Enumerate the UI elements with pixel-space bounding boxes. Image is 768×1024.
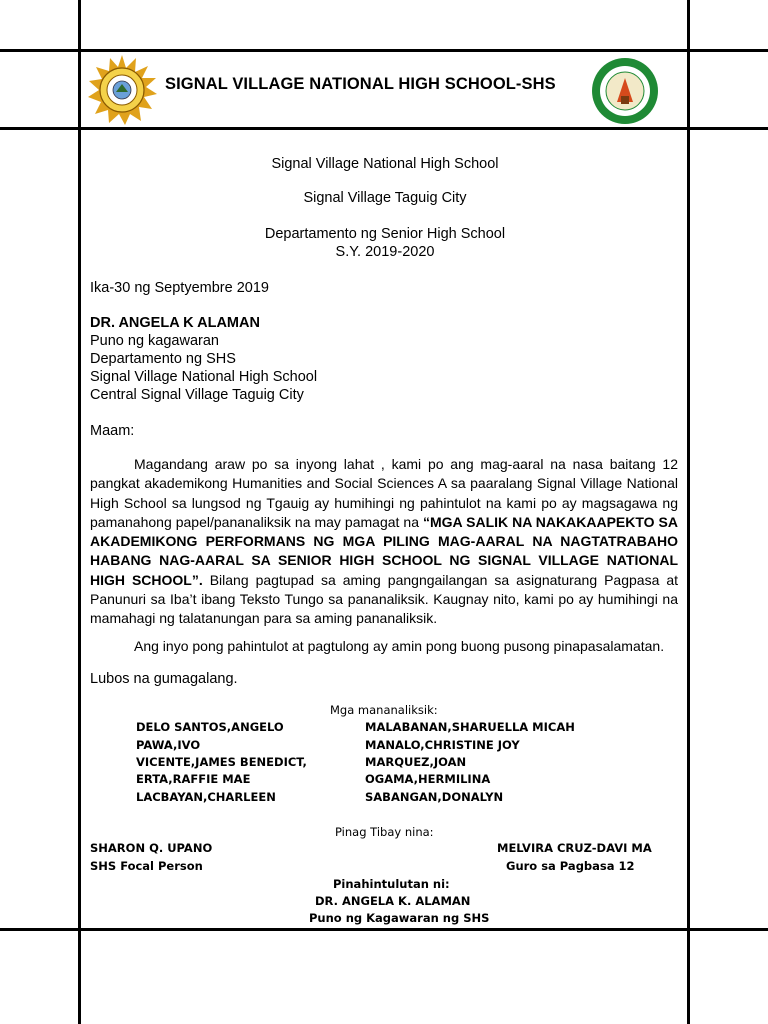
- closing: Lubos na gumagalang.: [90, 671, 238, 687]
- permission-heading: Pinahintulutan ni:: [333, 877, 450, 891]
- researcher-name: MALABANAN,SHARUELLA MICAH: [365, 720, 575, 734]
- researcher-name: PAWA,IVO: [136, 738, 201, 752]
- recipient-name: DR. ANGELA K ALAMAN: [90, 315, 260, 331]
- frame-right-line: [687, 0, 690, 1024]
- body-paragraph-1: [90, 455, 678, 629]
- frame-header-bottom-line: [0, 127, 768, 130]
- approver-title-right: Guro sa Pagbasa 12: [506, 859, 635, 873]
- researcher-name: OGAMA,HERMILINA: [365, 772, 491, 786]
- school-name-header: SIGNAL VILLAGE NATIONAL HIGH SCHOOL-SHS: [165, 75, 556, 93]
- frame-left-line: [78, 0, 81, 1024]
- address-line-3: Departamento ng Senior High School: [264, 226, 506, 242]
- researchers-heading: Mga mananaliksik:: [330, 703, 438, 717]
- frame-bottom-line: [0, 928, 768, 931]
- paragraph-1-end: Bilang pagtupad sa aming pangngailangan sa asignaturang Pagpasa at Panunuri sa Iba’t ibang Teksto Tungo sa pananaliksik. Kaugnay nito, kami po ay humihingi na mamahagi ng talatanungan para sa aming pananaliksik.: [90, 571, 678, 627]
- recipient-line: Departamento ng SHS: [90, 351, 236, 367]
- researcher-name: SABANGAN,DONALYN: [365, 790, 504, 804]
- approver-name-left: SHARON Q. UPANO: [90, 841, 213, 855]
- address-line-4: S.Y. 2019-2020: [335, 244, 435, 260]
- approver-title-left: SHS Focal Person: [90, 859, 203, 873]
- body-paragraph-2: Ang inyo pong pahintulot at pagtulong ay amin pong buong pusong pinapasalamatan.: [134, 638, 665, 654]
- permission-title: Puno ng Kagawaran ng SHS: [309, 911, 490, 925]
- researcher-name: ERTA,RAFFIE MAE: [136, 772, 251, 786]
- salutation: Maam:: [90, 423, 135, 439]
- approval-heading: Pinag Tibay nina:: [335, 825, 434, 839]
- researcher-name: MANALO,CHRISTINE JOY: [365, 738, 520, 752]
- approver-name-right: MELVIRA CRUZ-DAVI MA: [497, 841, 652, 855]
- address-line-2: Signal Village Taguig City: [303, 190, 467, 206]
- researcher-name: LACBAYAN,CHARLEEN: [136, 790, 276, 804]
- researcher-name: DELO SANTOS,ANGELO: [136, 720, 284, 734]
- frame-top-line: [0, 49, 768, 52]
- school-seal-right-icon: [590, 56, 660, 126]
- recipient-line: Central Signal Village Taguig City: [90, 387, 304, 403]
- recipient-line: Puno ng kagawaran: [90, 333, 219, 349]
- school-seal-left-icon: [86, 54, 158, 126]
- paragraph-1-intro: Magandang araw po sa inyong lahat , kami po ang mag-aaral na nasa baitang 12 pangkat akademikong Humanities and Social Sciences A sa paaralang Signal Village National High School sa lungsod ng Tgauig ay humihingi ng pahintulot na kami po ay magsagawa ng pamanahong papel/pananaliksik na may pamagat na: [90, 456, 678, 530]
- permission-name: DR. ANGELA K. ALAMAN: [315, 894, 471, 908]
- researcher-name: VICENTE,JAMES BENEDICT,: [136, 755, 307, 769]
- letter-date: Ika-30 ng Septyembre 2019: [90, 280, 269, 296]
- recipient-line: Signal Village National High School: [90, 369, 318, 385]
- research-title: “MGA SALIK NA NAKAKAAPEKTO SA AKADEMIKONG PERFORMANS NG MGA PILING MAG-AARAL NA NAGTATRABAHO HABANG NAG-AARAL SA SENIOR HIGH SCHOOL NG SIGNAL VILLAGE NATIONAL HIGH SCHOOL”.: [90, 513, 679, 588]
- researcher-name: MARQUEZ,JOAN: [365, 755, 467, 769]
- address-line-1: Signal Village National High School: [271, 156, 499, 172]
